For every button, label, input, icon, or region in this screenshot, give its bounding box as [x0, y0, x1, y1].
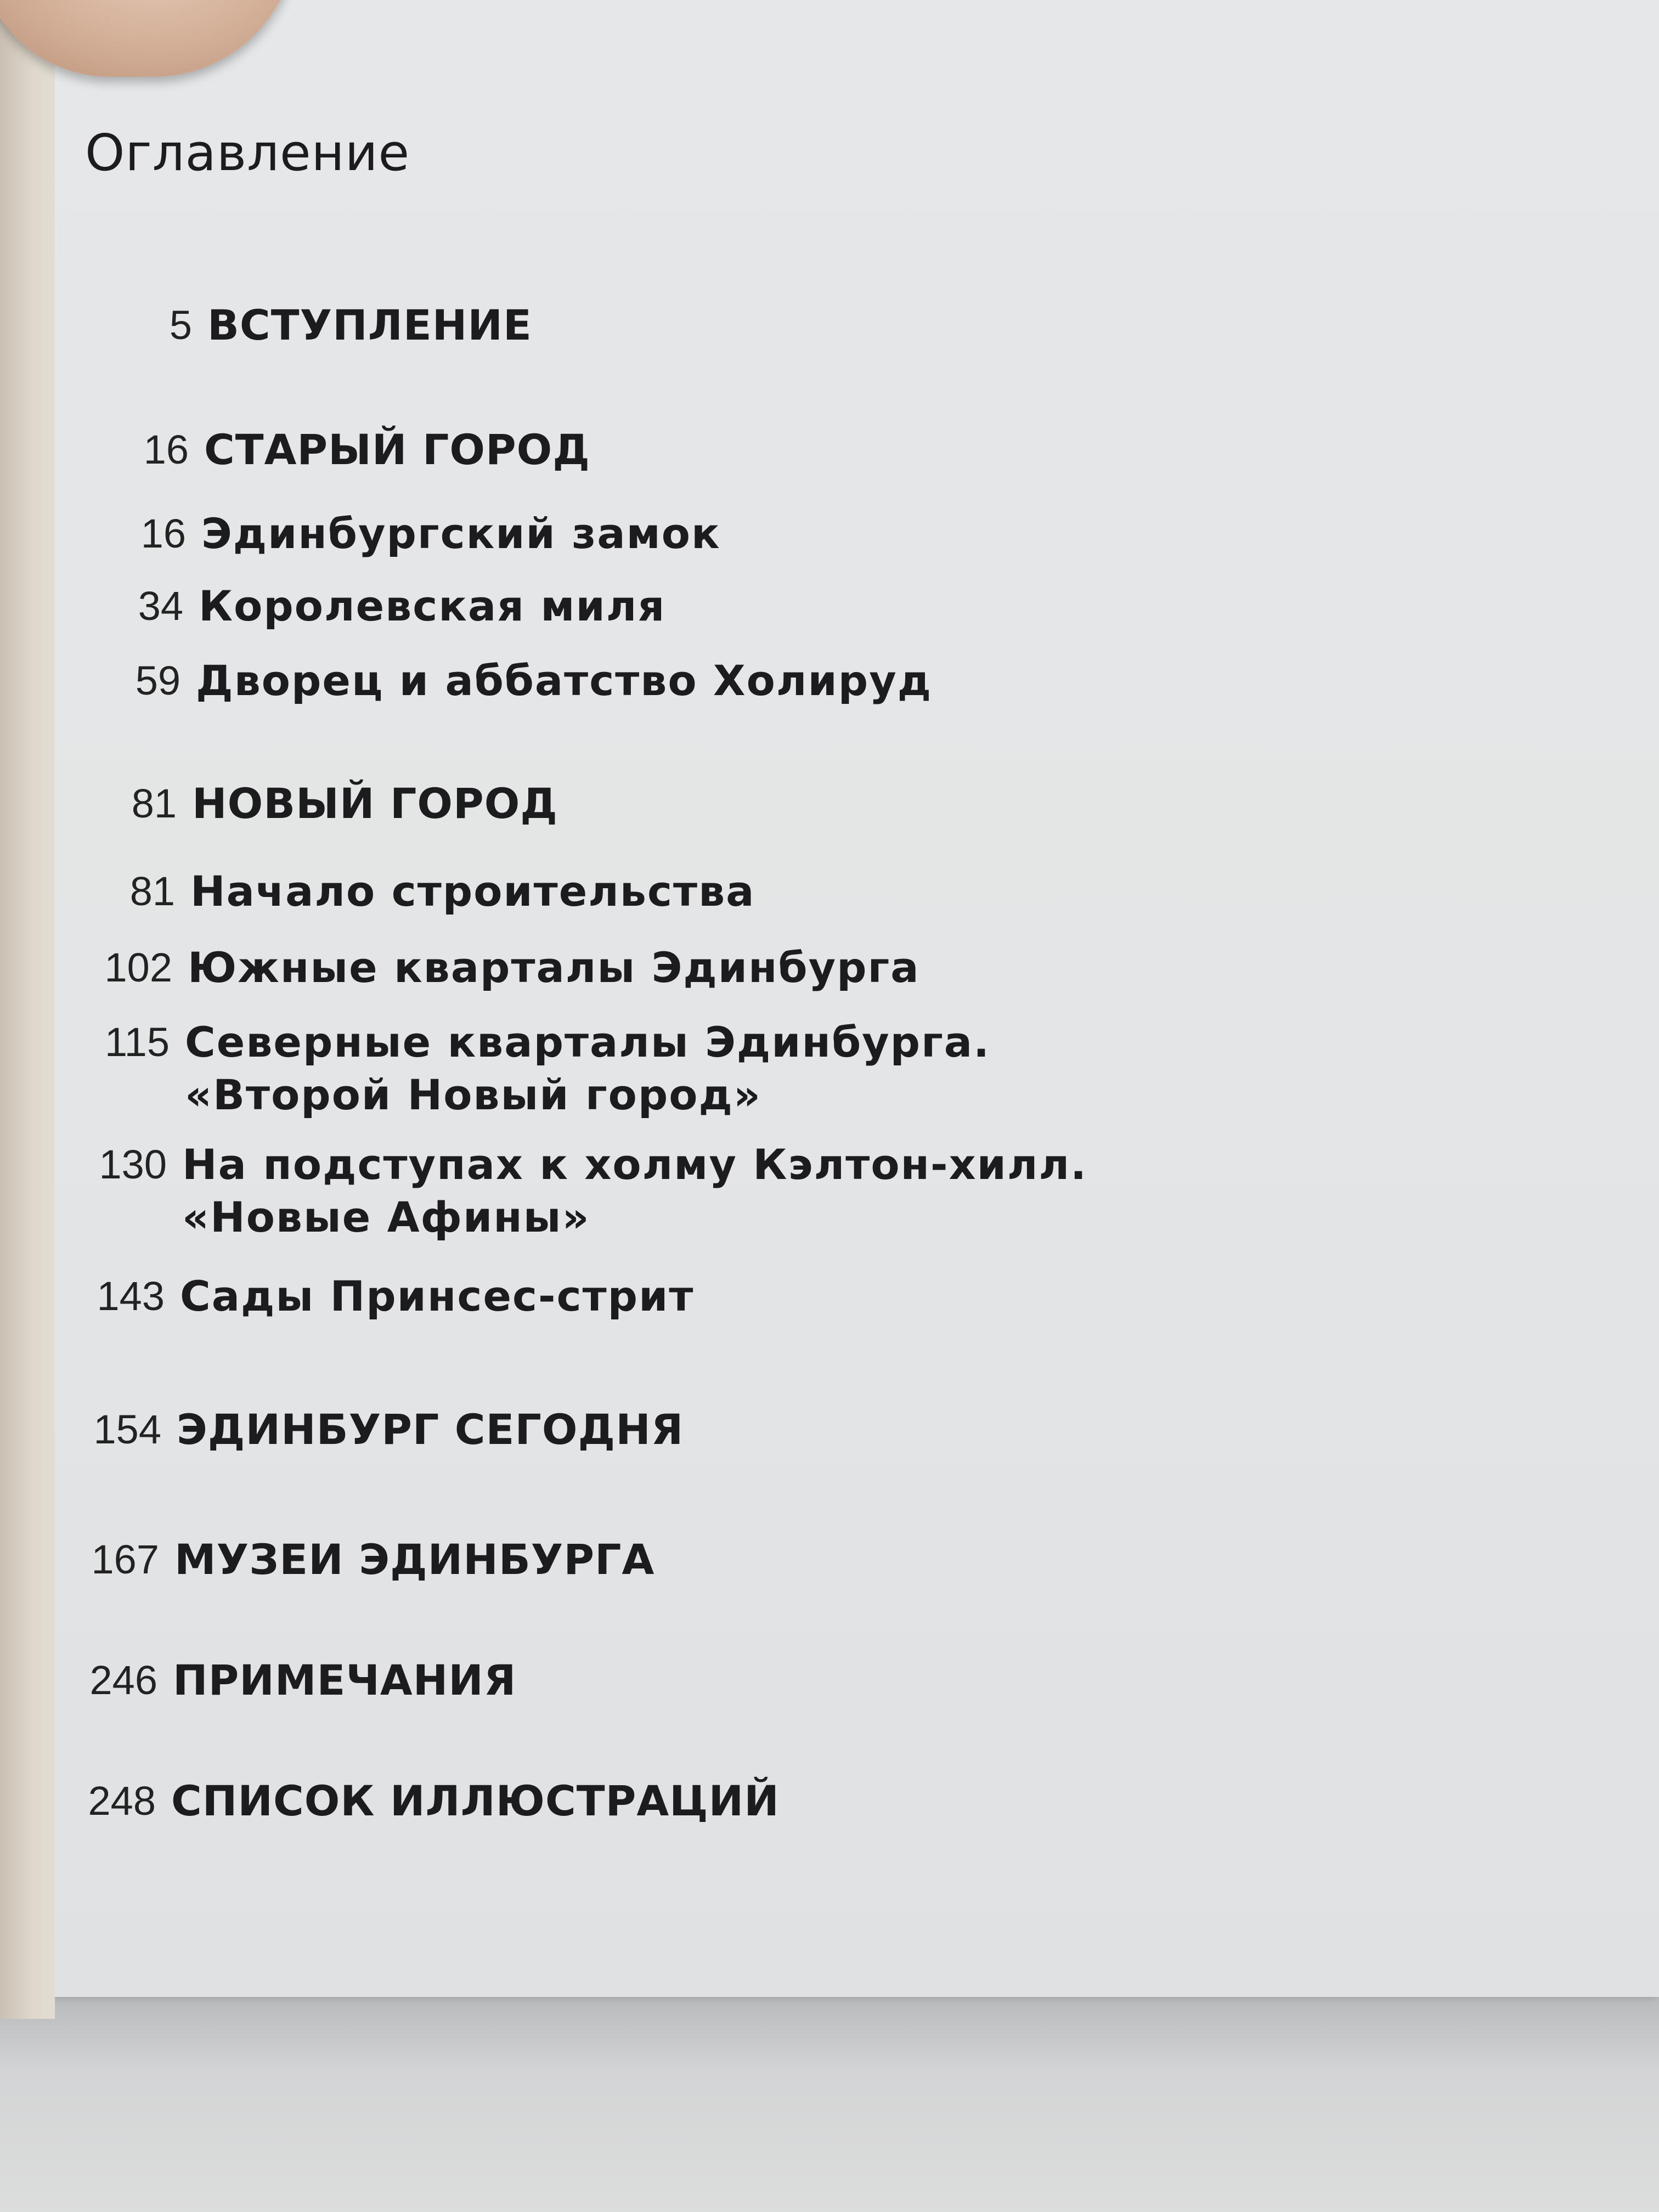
toc-page-number: 102 [104, 945, 172, 990]
toc-page-number: 130 [99, 1142, 167, 1187]
toc-title: Южные кварталы Эдинбурга [188, 943, 920, 992]
toc-entry [143, 424, 590, 476]
toc-entry [135, 654, 933, 707]
toc-page-number: 167 [91, 1537, 159, 1582]
toc-entry [97, 1270, 695, 1323]
page-title: Оглавление [85, 123, 410, 182]
toc-entry [93, 1403, 684, 1456]
toc-title: Сады Принсес-стрит [180, 1272, 695, 1321]
toc-title: ЭДИНБУРГ СЕГОДНЯ [177, 1405, 684, 1454]
toc-entry [131, 777, 558, 830]
toc-page-number: 246 [89, 1657, 157, 1703]
toc-title: ВСТУПЛЕНИЕ [207, 301, 532, 349]
toc-entry [104, 941, 920, 994]
toc-entry [105, 1016, 990, 1121]
toc-title: Дворец и аббатство Холируд [196, 656, 933, 705]
toc-page-number: 248 [88, 1778, 156, 1824]
toc-title: На подступах к холму Кэлтон-хилл. «Новые Афины» [182, 1140, 1088, 1242]
book-spine-edge [0, 0, 55, 2019]
toc-title: Эдинбургский замок [201, 509, 721, 558]
toc-title: НОВЫЙ ГОРОД [192, 779, 558, 828]
toc-page-number: 34 [138, 583, 183, 629]
toc-title: СПИСОК ИЛЛЮСТРАЦИЙ [171, 1776, 780, 1825]
toc-entry [129, 865, 755, 918]
toc-entry [169, 299, 532, 352]
toc-page-number: 143 [97, 1273, 165, 1319]
toc-page-number: 5 [169, 302, 192, 348]
toc-page-number: 154 [93, 1407, 161, 1452]
toc-entry [91, 1533, 655, 1586]
toc-page-number: 16 [143, 427, 189, 472]
toc-page-number: 16 [140, 511, 186, 556]
table-surface [0, 1997, 1659, 2212]
toc-entry [138, 580, 666, 633]
toc-title: Северные кварталы Эдинбурга. «Второй Новый город» [185, 1018, 990, 1119]
toc-entry [89, 1654, 517, 1707]
toc-page-number: 115 [105, 1019, 170, 1065]
toc-entry [99, 1138, 1088, 1244]
toc-title: ПРИМЕЧАНИЯ [173, 1656, 517, 1705]
toc-title: МУЗЕИ ЭДИНБУРГА [174, 1535, 655, 1584]
toc-entry [88, 1775, 780, 1827]
toc-title: Королевская миля [199, 582, 666, 630]
toc-page-number: 81 [129, 868, 175, 914]
toc-title: СТАРЫЙ ГОРОД [204, 425, 590, 474]
toc-title: Начало строительства [190, 867, 755, 916]
toc-page-number: 81 [131, 781, 177, 826]
toc-page-number: 59 [135, 658, 180, 703]
toc-entry [140, 507, 721, 560]
